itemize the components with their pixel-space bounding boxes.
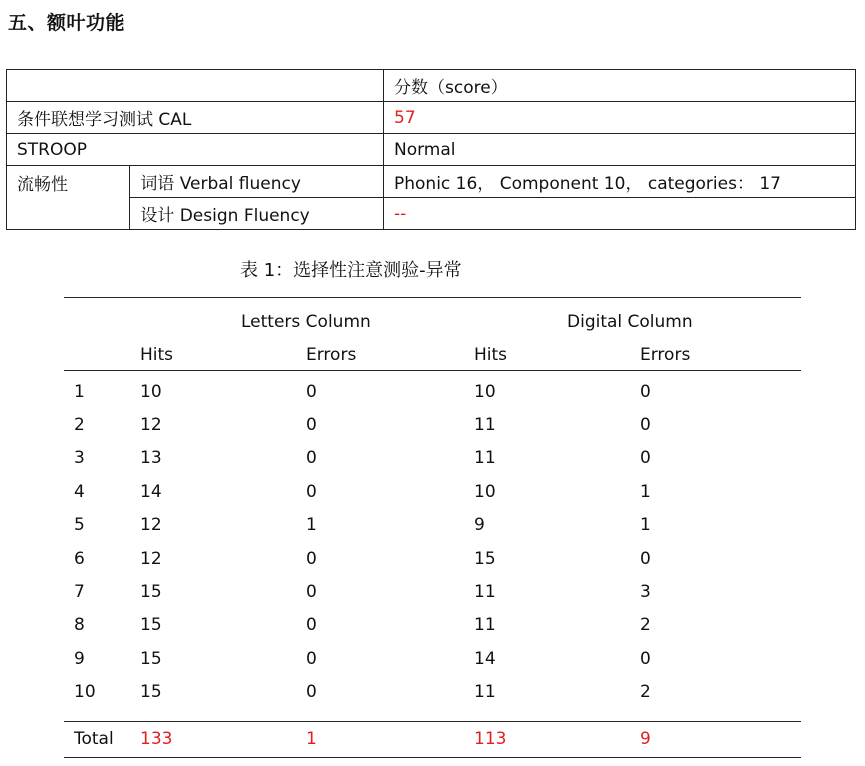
- verbal-fluency-label: 词语 Verbal fluency: [130, 166, 384, 198]
- table-row: [64, 609, 801, 642]
- design-fluency-value: --: [384, 198, 856, 230]
- digital-errors: 0: [640, 381, 651, 402]
- letters-errors: 0: [306, 548, 317, 569]
- trial-number: 1: [74, 381, 85, 402]
- digital-column-header: Digital Column: [567, 312, 693, 332]
- score-row-stroop: [7, 134, 856, 166]
- cal-label: 条件联想学习测试 CAL: [7, 102, 384, 134]
- score-table: [6, 69, 856, 230]
- digital-errors: 3: [640, 582, 651, 603]
- digital-errors: 0: [640, 448, 651, 469]
- total-digital-hits: 113: [474, 729, 507, 750]
- digital-hits: 14: [474, 648, 496, 669]
- letters-errors: 0: [306, 415, 317, 436]
- table-row: [64, 542, 801, 575]
- letters-errors: 0: [306, 582, 317, 603]
- trial-number: 5: [74, 515, 85, 536]
- letters-hits: 12: [140, 515, 162, 536]
- trial-number: 2: [74, 415, 85, 436]
- sub-header-row: [64, 340, 801, 371]
- table-row: [64, 509, 801, 542]
- total-letters-hits: 133: [140, 729, 173, 750]
- stroop-value: Normal: [384, 134, 856, 166]
- table-row: [64, 371, 801, 409]
- letters-errors: 0: [306, 615, 317, 636]
- trial-number: 10: [74, 682, 96, 703]
- digital-errors: 0: [640, 415, 651, 436]
- total-row: [64, 721, 801, 757]
- letters-hits: 15: [140, 615, 162, 636]
- letters-hits: 12: [140, 415, 162, 436]
- letters-hits: 15: [140, 582, 162, 603]
- cal-value: 57: [384, 102, 856, 134]
- score-row-verbal-fluency: [7, 166, 856, 198]
- design-fluency-label: 设计 Design Fluency: [130, 198, 384, 230]
- letters-hits: 12: [140, 548, 162, 569]
- table-row: [64, 676, 801, 709]
- stroop-label: STROOP: [7, 134, 384, 166]
- verbal-fluency-value: Phonic 16， Component 10， categories： 17: [384, 166, 856, 198]
- digital-errors: 2: [640, 615, 651, 636]
- fluency-label: 流畅性: [7, 166, 130, 230]
- letters-errors: 0: [306, 648, 317, 669]
- trial-number: 9: [74, 648, 85, 669]
- table-row: [64, 642, 801, 675]
- digital-hits: 9: [474, 515, 485, 536]
- digital-hits: 15: [474, 548, 496, 569]
- trial-number: 7: [74, 582, 85, 603]
- attention-table: [64, 297, 801, 758]
- group-header-row: [64, 298, 801, 341]
- digital-hits-header: Hits: [474, 340, 640, 371]
- score-row-design-fluency: [7, 198, 856, 230]
- letters-errors: 0: [306, 481, 317, 502]
- letters-column-header: Letters Column: [241, 312, 371, 332]
- digital-errors: 2: [640, 682, 651, 703]
- digital-errors: 1: [640, 481, 651, 502]
- total-digital-errors: 9: [640, 729, 651, 750]
- score-header-empty: [7, 70, 384, 102]
- digital-hits: 11: [474, 415, 496, 436]
- digital-hits: 10: [474, 481, 496, 502]
- letters-hits: 10: [140, 381, 162, 402]
- letters-hits-header: Hits: [140, 340, 306, 371]
- total-separator: [64, 709, 801, 722]
- letters-errors: 0: [306, 448, 317, 469]
- letters-errors: 0: [306, 381, 317, 402]
- section-title: 五、额叶功能: [8, 12, 126, 34]
- score-row-cal: [7, 102, 856, 134]
- table-caption: 表 1：选择性注意测验-异常: [240, 260, 462, 281]
- total-letters-errors: 1: [306, 729, 317, 750]
- letters-hits: 14: [140, 481, 162, 502]
- total-label: Total: [74, 729, 114, 750]
- letters-hits: 15: [140, 682, 162, 703]
- letters-errors-header: Errors: [306, 340, 474, 371]
- digital-errors: 0: [640, 648, 651, 669]
- score-header: 分数（score）: [384, 70, 856, 102]
- digital-errors-header: Errors: [640, 340, 801, 371]
- digital-errors: 0: [640, 548, 651, 569]
- score-header-row: [7, 70, 856, 102]
- digital-hits: 10: [474, 381, 496, 402]
- letters-errors: 1: [306, 515, 317, 536]
- digital-hits: 11: [474, 448, 496, 469]
- table-row: [64, 408, 801, 441]
- trial-number: 4: [74, 481, 85, 502]
- letters-hits: 13: [140, 448, 162, 469]
- digital-errors: 1: [640, 515, 651, 536]
- table-row: [64, 575, 801, 608]
- letters-errors: 0: [306, 682, 317, 703]
- digital-hits: 11: [474, 582, 496, 603]
- table-row: [64, 475, 801, 508]
- trial-number: 3: [74, 448, 85, 469]
- digital-hits: 11: [474, 682, 496, 703]
- digital-hits: 11: [474, 615, 496, 636]
- table-row: [64, 442, 801, 475]
- trial-number: 6: [74, 548, 85, 569]
- trial-number: 8: [74, 615, 85, 636]
- letters-hits: 15: [140, 648, 162, 669]
